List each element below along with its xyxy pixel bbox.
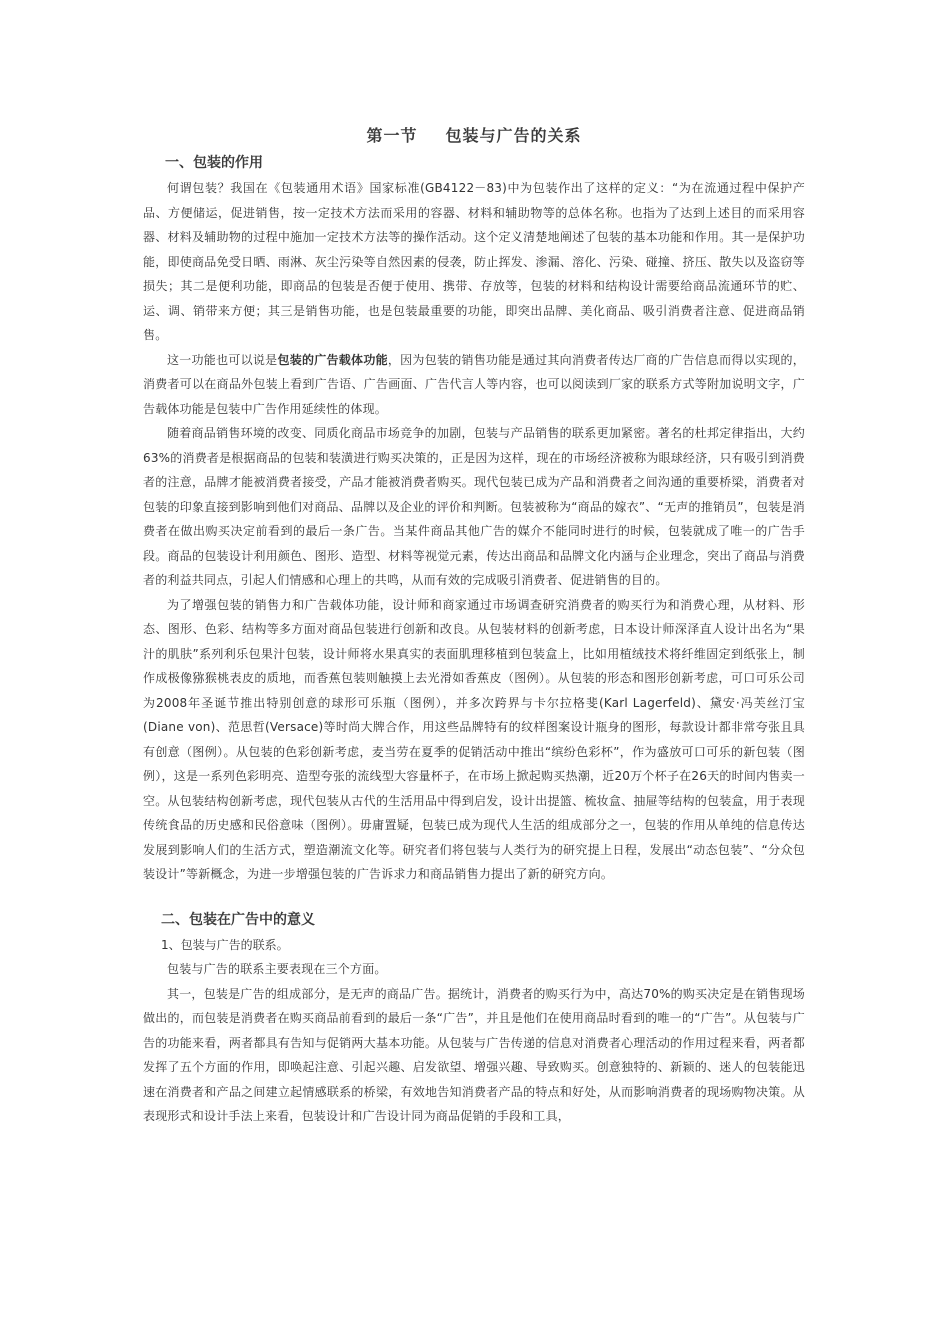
paragraph-text: ，因为包装的销售功能是通过其向消费者传达厂商的广告信息而得以实现的，消费者可以在商品外包装上看到广告语、广告画面、广告代言人等内容，也可以阅读到厂家的联系方式等附加说明文字，广告载体功能是包装中广告作用延续性的体现。 [143, 352, 805, 416]
section-heading-2: 二、包装在广告中的意义 [161, 911, 315, 928]
chapter-heading: 包装与广告的关系 [445, 126, 582, 145]
paragraph: 包装与广告的联系主要表现在三个方面。 [167, 962, 387, 976]
paragraph: 其一，包装是广告的组成部分，是无声的商品广告。据统计，消费者的购买行为中，高达70%的购买决定是在销售现场做出的，而包装是消费者在购买商品前看到的最后一条“广告”，并且是他们在使用商品时看到的唯一的“广告”。从包装与广告的功能来看，两者都具有告知与促销两大基本功能。从包装与广告传递的信息对消费者心理活动的作用过程来看，两者都发挥了五个方面的作用，即唤起注意、引起兴趣、启发欲望、增强兴趣、导致购买。创意独特的、新颖的、迷人的包装能迅速在消费者和产品之间建立起情感联系的桥梁，有效地告知消费者产品的特点和好处，从而影响消费者的现场购物决策。从表现形式和设计手法上来看，包装设计和广告设计同为商品促销的手段和工具， [143, 986, 805, 1123]
chapter-title [143, 124, 805, 148]
paragraph: 为了增强包装的销售力和广告载体功能，设计师和商家通过市场调查研究消费者的购买行为和消费心理，从材料、形态、图形、色彩、结构等多方面对商品包装进行创新和改良。从包装材料的创新考虑，日本设计师深泽直人设计出名为“果汁的肌肤”系列利乐包果汁包装，设计师将水果真实的表面肌理移植到包装盒上，比如用植绒技术将纤维固定到纸张上，制作成极像猕猴桃表皮的质地，而香蕉包装则触摸上去光滑如香蕉皮（图例）。从包装的形态和图形创新考虑，可口可乐公司为2008年圣诞节推出特别创意的球形可乐瓶（图例），并多次跨界与卡尔拉格斐(Karl Lagerfeld)、黛安·冯芙丝汀宝(Diane von)、范思哲(Versace)等时尚大牌合作，用这些品牌特有的纹样图案设计瓶身的图形，每款设计都非常夸张且具有创意（图例）。从包装的色彩创新考虑，麦当劳在夏季的促销活动中推出“缤纷色彩杯”，作为盛放可口可乐的新包装（图例），这是一系列色彩明亮、造型夸张的流线型大容量杯子，在市场上掀起购买热潮，近20万个杯子在26天的时间内售卖一空。从包装结构创新考虑，现代包装从古代的生活用品中得到启发，设计出提篮、梳妆盒、抽屉等结构的包装盒，用于表现传统食品的历史感和民俗意味（图例）。毋庸置疑，包装已成为现代人生活的组成部分之一，包装的作用从单纯的信息传达发展到影响人们的生活方式，塑造潮流文化等。研究者们将包装与人类行为的研究提上日程，发展出“动态包装”、“分众包装设计”等新概念，为进一步增强包装的广告诉求力和商品销售力提出了新的研究方向。 [143, 597, 805, 881]
paragraph [143, 348, 805, 422]
subheading: 1、包装与广告的联系。 [161, 937, 289, 952]
paragraph-text: 这一功能也可以说是 [167, 352, 278, 367]
bold-term: 包装的广告载体功能 [277, 352, 388, 367]
paragraph: 随着商品销售环境的改变、同质化商品市场竞争的加剧，包装与产品销售的联系更加紧密。著名的杜邦定律指出，大约63%的消费者是根据商品的包装和装潢进行购买决策的，正是因为这样，现在的市场经济被称为眼球经济，只有吸引到消费者的注意，品牌才能被消费者接受，产品才能被消费者购买。现代包装已成为产品和消费者之间沟通的重要桥梁，消费者对包装的印象直接到影响到他们对商品、品牌以及企业的评价和判断。包装被称为“商品的嫁衣”、“无声的推销员”，包装是消费者在做出购买决定前看到的最后一条广告。当某件商品其他广告的媒介不能同时进行的时候，包装就成了唯一的广告手段。商品的包装设计利用颜色、图形、造型、材料等视觉元素，传达出商品和品牌文化内涵与企业理念，突出了商品与消费者的利益共同点，引起人们情感和心理上的共鸣，从而有效的完成吸引消费者、促进销售的目的。 [143, 426, 805, 587]
paragraph: 何谓包装？我国在《包装通用术语》国家标准(GB4122－83)中为包装作出了这样的定义：“为在流通过程中保护产品、方便储运，促进销售，按一定技术方法而采用的容器、材料和辅助物等的总体名称。也指为了达到上述目的而采用容器、材料及辅助物的过程中施加一定技术方法等的操作活动。这个定义清楚地阐述了包装的基本功能和作用。其一是保护功能，即使商品免受日晒、雨淋、灰尘污染等自然因素的侵袭，防止挥发、渗漏、溶化、污染、碰撞、挤压、散失以及盗窃等损失；其二是便利功能，即商品的包装是否便于使用、携带、存放等，包装的材料和结构设计需要给商品流通环节的贮、运、调、销带来方便；其三是销售功能，也是包装最重要的功能，即突出品牌、美化商品、吸引消费者注意、促进商品销售。 [143, 181, 805, 342]
document-page [143, 124, 805, 1129]
section-heading-1: 一、包装的作用 [165, 155, 263, 171]
chapter-number: 第一节 [366, 126, 418, 145]
